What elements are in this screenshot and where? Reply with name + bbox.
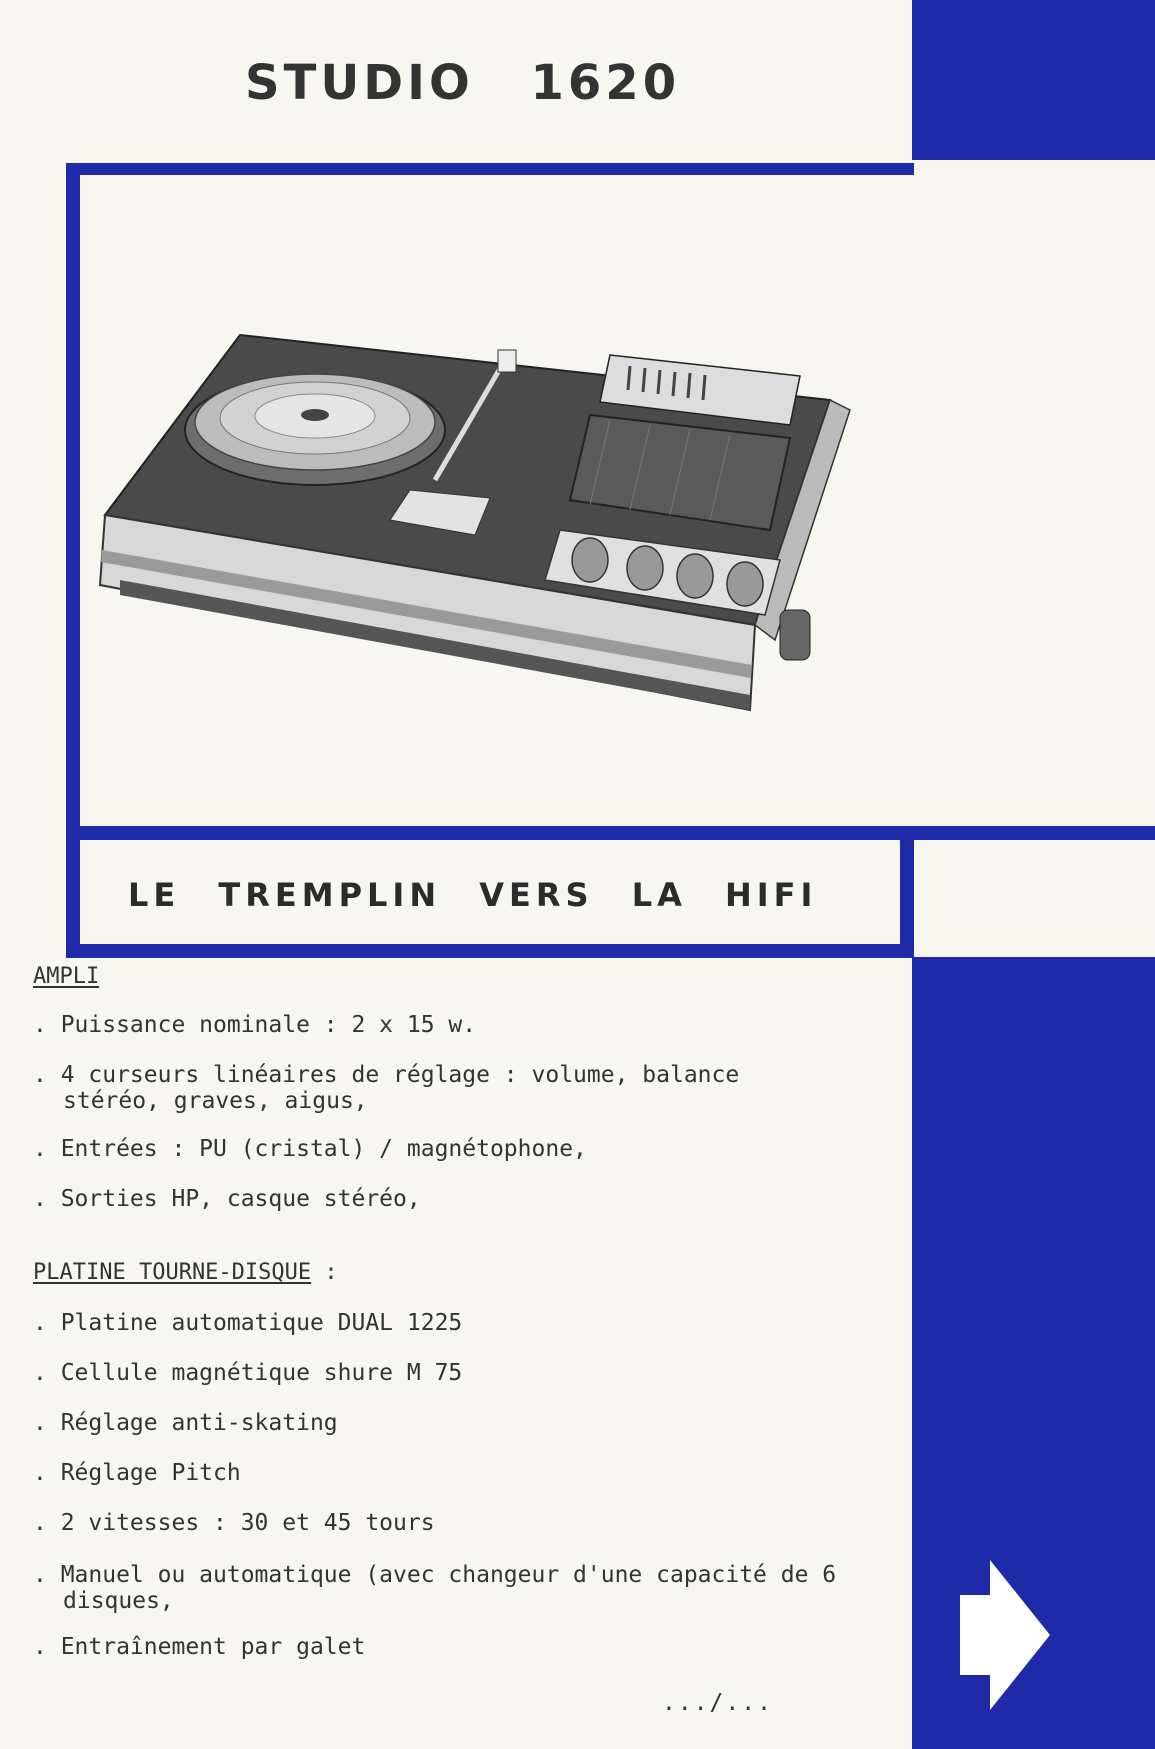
spec-item: [33, 1062, 833, 1114]
spec-item-text: . Cellule magnétique shure M 75: [33, 1360, 463, 1386]
spec-item: [33, 1634, 873, 1660]
arrow-right-icon: [960, 1560, 1050, 1710]
section-heading-text: PLATINE TOURNE-DISQUE: [33, 1260, 312, 1285]
page-title: STUDIO 1620: [245, 55, 681, 111]
section-heading-platine: [33, 1260, 338, 1285]
blue-stripe-top: [912, 0, 1155, 160]
spec-item-text: . Sorties HP, casque stéréo,: [33, 1186, 421, 1212]
spec-item: [33, 1360, 873, 1386]
spec-item: [33, 1186, 873, 1212]
spec-item-text: . Platine automatique DUAL 1225: [33, 1310, 463, 1336]
photo-frame-top: [66, 163, 914, 175]
spec-item-text: . Puissance nominale : 2 x 15 w.: [33, 1012, 477, 1038]
spec-item-text: . 2 vitesses : 30 et 45 tours: [33, 1510, 435, 1536]
spec-item: [33, 1410, 873, 1436]
slogan-frame-bottom: [66, 944, 914, 958]
spec-item: [33, 1562, 873, 1614]
section-heading-ampli: AMPLI: [33, 964, 100, 989]
product-photo: [90, 310, 870, 740]
spec-item: [33, 1460, 873, 1486]
spec-item: [33, 1136, 873, 1162]
section-heading-suffix: :: [311, 1260, 338, 1285]
spec-item-text: . Entrées : PU (cristal) / magnétophone,: [33, 1136, 587, 1162]
spec-item: [33, 1310, 873, 1336]
spec-item: [33, 1510, 873, 1536]
spec-item: [33, 1012, 873, 1038]
slogan-text: LE TREMPLIN VERS LA HIFI: [128, 876, 818, 914]
spec-item-text: . Réglage anti-skating: [33, 1410, 338, 1436]
continuation-mark: .../...: [662, 1690, 773, 1716]
photo-frame-divider: [66, 826, 1155, 840]
spec-item-text: . Réglage Pitch: [33, 1460, 241, 1486]
spec-item-text: . Entraînement par galet: [33, 1634, 366, 1660]
slogan-frame-right: [900, 826, 914, 958]
spec-item-text: . 4 curseurs linéaires de réglage : volume, balance stéréo, graves, aigus,: [33, 1062, 740, 1114]
spec-item-text: . Manuel ou automatique (avec changeur d'une capacité de 6 disques,: [33, 1562, 837, 1614]
